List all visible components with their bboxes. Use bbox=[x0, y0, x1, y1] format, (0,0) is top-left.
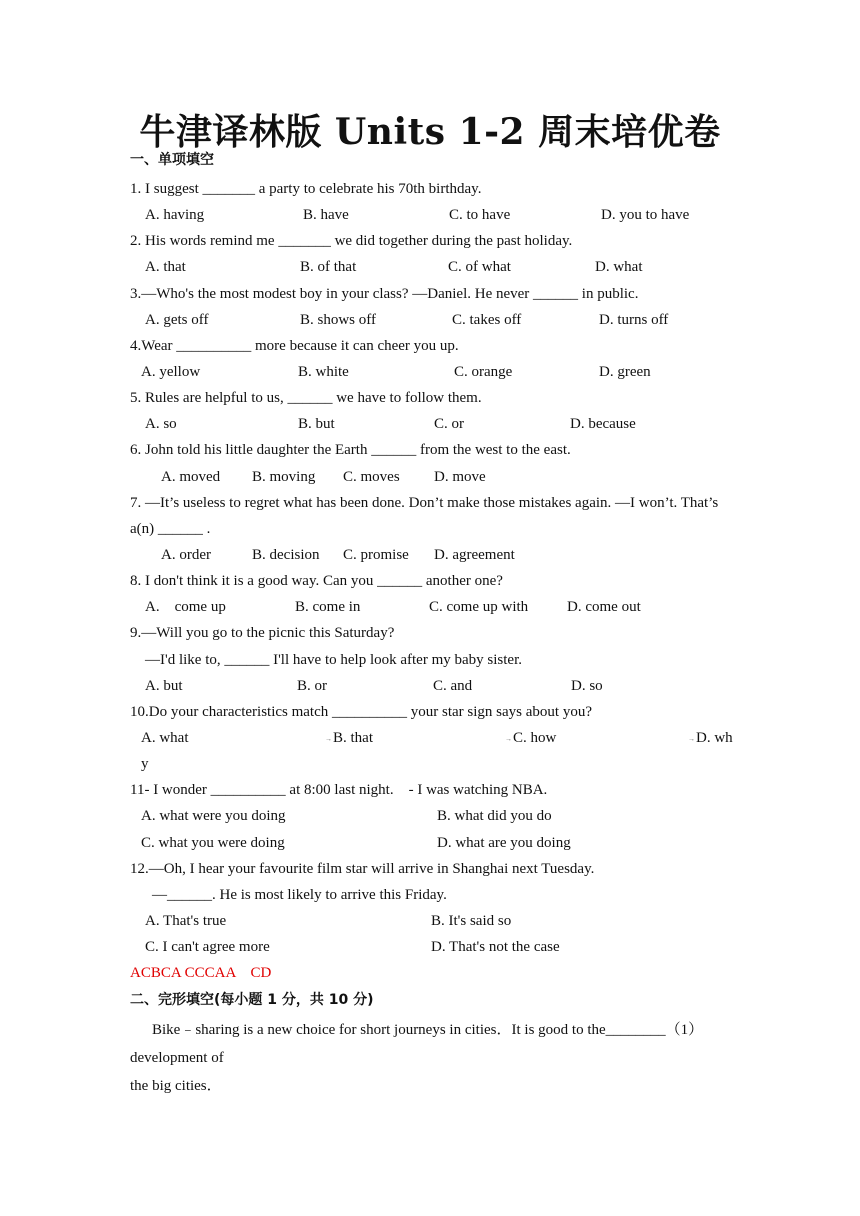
passage-line-1: Bike﹣sharing is a new choice for short journeys in cities．It is good to the________（1） bbox=[152, 1022, 704, 1038]
q8-option-d: D. come out bbox=[567, 599, 641, 615]
answer-key: ACBCA CCCAA CD bbox=[130, 965, 272, 981]
q2-option-d: D. what bbox=[595, 259, 643, 275]
question-7-stem-continued: a(n) ______ . bbox=[130, 521, 211, 537]
section-heading-single-choice: 一、单项填空 bbox=[130, 152, 214, 168]
question-10-stem: 10.Do your characteristics match __________ your star sign says about you? bbox=[130, 704, 592, 720]
q9-option-b: B. or bbox=[297, 678, 327, 694]
q1-option-d: D. you to have bbox=[601, 207, 690, 223]
q6-option-a: A. moved bbox=[161, 469, 221, 485]
question-11-stem: 11- I wonder __________ at 8:00 last night. - I was watching NBA. bbox=[130, 782, 548, 798]
q7-option-c: C. promise bbox=[343, 547, 409, 563]
q4-option-c: C. orange bbox=[454, 364, 513, 380]
question-1-stem: 1. I suggest _______ a party to celebrate his 70th birthday. bbox=[130, 181, 482, 197]
q10-option-c: →C. how bbox=[505, 730, 557, 746]
q3-option-c: C. takes off bbox=[452, 312, 522, 328]
q5-option-c: C. or bbox=[434, 416, 464, 432]
question-2-stem: 2. His words remind me _______ we did together during the past holiday. bbox=[130, 233, 573, 249]
q5-option-d: D. because bbox=[570, 416, 636, 432]
q3-option-d: D. turns off bbox=[599, 312, 669, 328]
q8-option-a: A. come up bbox=[145, 599, 226, 615]
tab-mark-icon: → bbox=[688, 734, 695, 743]
q3-option-a: A. gets off bbox=[145, 312, 209, 328]
q10-option-b: →B. that bbox=[325, 730, 373, 746]
q5-option-a: A. so bbox=[145, 416, 177, 432]
q11-option-d: D. what are you doing bbox=[437, 835, 571, 851]
q11-option-a: A. what were you doing bbox=[141, 808, 286, 824]
question-5-stem: 5. Rules are helpful to us, ______ we have to follow them. bbox=[130, 390, 482, 406]
q1-option-b: B. have bbox=[303, 207, 349, 223]
q2-option-a: A. that bbox=[145, 259, 186, 275]
q9-option-a: A. but bbox=[145, 678, 183, 694]
question-12-stem-continued: —______. He is most likely to arrive this Friday. bbox=[152, 887, 447, 903]
q4-option-a: A. yellow bbox=[141, 364, 201, 380]
question-8-stem: 8. I don't think it is a good way. Can you ______ another one? bbox=[130, 573, 503, 589]
section-heading-cloze: 二、完形填空(每小题 1 分，共 10 分) bbox=[130, 992, 374, 1008]
q8-option-c: C. come up with bbox=[429, 599, 529, 615]
q5-option-b: B. but bbox=[298, 416, 335, 432]
question-3-stem: 3.—Who's the most modest boy in your class? —Daniel. He never ______ in public. bbox=[130, 286, 639, 302]
q12-option-c: C. I can't agree more bbox=[145, 939, 270, 955]
q10-option-a: A. what bbox=[141, 730, 189, 746]
q11-option-b: B. what did you do bbox=[437, 808, 552, 824]
passage-line-3: the big cities． bbox=[130, 1078, 222, 1094]
tab-mark-icon: → bbox=[325, 734, 332, 743]
q12-option-a: A. That's true bbox=[145, 913, 227, 929]
question-12-stem: 12.—Oh, I hear your favourite film star will arrive in Shanghai next Tuesday. bbox=[130, 861, 595, 877]
q6-option-b: B. moving bbox=[252, 469, 316, 485]
q4-option-b: B. white bbox=[298, 364, 349, 380]
question-9-stem: 9.—Will you go to the picnic this Saturday? bbox=[130, 625, 395, 641]
q1-option-a: A. having bbox=[145, 207, 205, 223]
q10-option-d: →D. wh bbox=[688, 730, 733, 746]
q11-option-c: C. what you were doing bbox=[141, 835, 285, 851]
q8-option-b: B. come in bbox=[295, 599, 361, 615]
q9-option-d: D. so bbox=[571, 678, 603, 694]
q4-option-d: D. green bbox=[599, 364, 651, 380]
q12-option-d: D. That's not the case bbox=[431, 939, 560, 955]
question-9-stem-continued: —I'd like to, ______ I'll have to help look after my baby sister. bbox=[145, 652, 522, 668]
q6-option-d: D. move bbox=[434, 469, 486, 485]
q6-option-c: C. moves bbox=[343, 469, 400, 485]
q10-option-d-wrap: y bbox=[141, 756, 149, 772]
passage-line-2: development of bbox=[130, 1050, 224, 1066]
q7-option-b: B. decision bbox=[252, 547, 320, 563]
q9-option-c: C. and bbox=[433, 678, 473, 694]
q7-option-a: A. order bbox=[161, 547, 211, 563]
question-6-stem: 6. John told his little daughter the Earth ______ from the west to the east. bbox=[130, 442, 571, 458]
q2-option-c: C. of what bbox=[448, 259, 511, 275]
q3-option-b: B. shows off bbox=[300, 312, 376, 328]
page-title: 牛津译林版 Units 1-2 周末培优卷 bbox=[139, 111, 721, 153]
tab-mark-icon: → bbox=[505, 734, 512, 743]
q1-option-c: C. to have bbox=[449, 207, 511, 223]
q2-option-b: B. of that bbox=[300, 259, 357, 275]
question-7-stem: 7. —It’s useless to regret what has been done. Don’t make those mistakes again. —I won’t. That’s bbox=[130, 495, 719, 511]
q12-option-b: B. It's said so bbox=[431, 913, 512, 929]
q7-option-d: D. agreement bbox=[434, 547, 515, 563]
question-4-stem: 4.Wear __________ more because it can cheer you up. bbox=[130, 338, 459, 354]
